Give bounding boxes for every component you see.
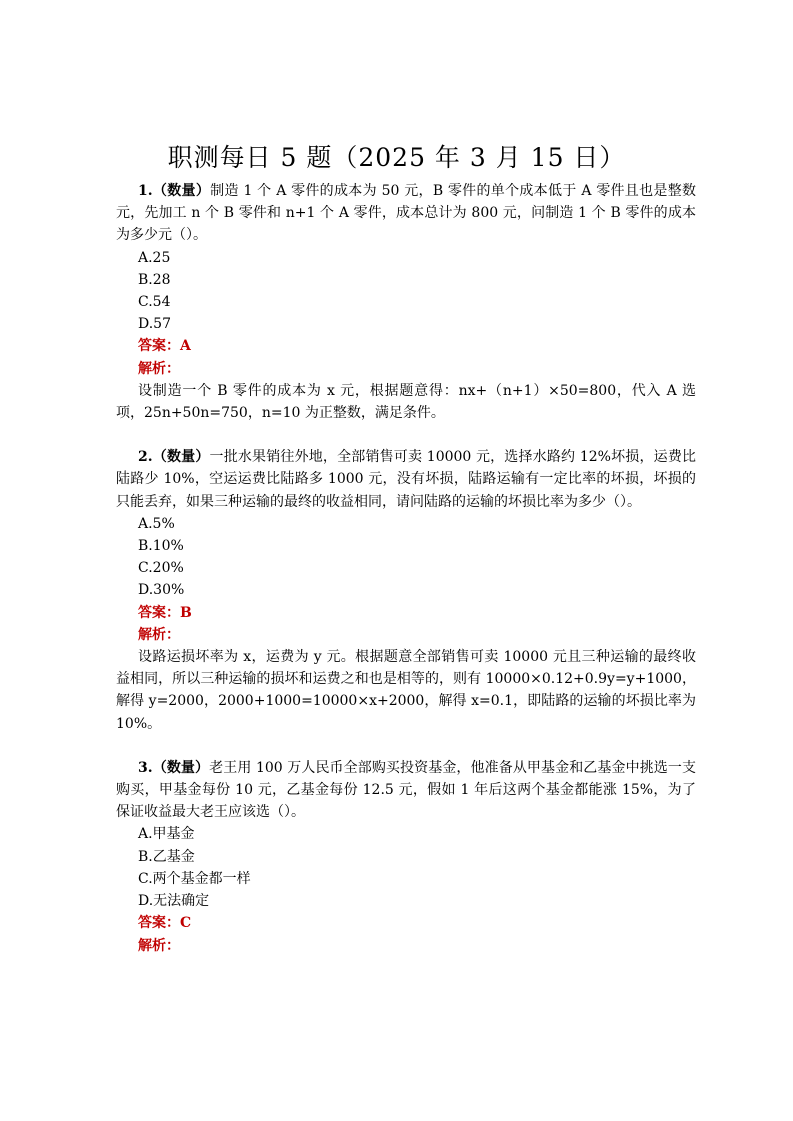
option-d: D.57: [138, 316, 171, 333]
question-stem: 2.（数量）一批水果销往外地，全部销售可卖 10000 元，选择水路约 12%坏损，运费比陆路少 10%，空运运费比陆路多 1000 元，没有坏损，陆路运输有一定比率的坏损，坏损的只能丢弃，如果三种运输的最终的收益相同，请问陆路的运输的坏损比率为多少（）。: [116, 449, 696, 510]
answer: 答案：B: [138, 604, 192, 621]
analysis-label: 解析：: [138, 626, 180, 643]
option-c: C.两个基金都一样: [138, 870, 251, 887]
answer: 答案：A: [138, 338, 191, 355]
question-2: [116, 446, 696, 735]
question-number: 1.（数量）: [138, 183, 211, 199]
analysis-label: 解析：: [138, 360, 180, 377]
option-c: C.54: [138, 294, 171, 311]
page-title: 职测每日 5 题（2025 年 3 月 15 日）: [167, 143, 626, 172]
question-stem: 3.（数量）老王用 100 万人民币全部购买投资基金，他准备从甲基金和乙基金中挑选一支购买，甲基金每份 10 元，乙基金每份 12.5 元，假如 1 年后这两个基金都能涨 15%，为了保证收益最大老王应该选（）。: [116, 759, 697, 821]
question-stem: 1.（数量）制造 1 个 A 零件的成本为 50 元，B 零件的单个成本低于 A 零件且也是整数元，先加工 n 个 B 零件和 n+1 个 A 零件，成本总计为 800 元，问制造 1 个 B 零件的成本为多少元（）。: [116, 183, 697, 244]
option-d: D.无法确定: [138, 893, 210, 910]
option-d: D.30%: [138, 582, 185, 599]
option-b: B.28: [138, 271, 171, 288]
question-3: [116, 757, 696, 957]
question-list: [116, 180, 696, 957]
option-b: B.乙基金: [138, 848, 195, 865]
option-b: B.10%: [138, 538, 184, 555]
question-number: 2.（数量）: [138, 449, 210, 466]
option-a: A.25: [138, 249, 171, 266]
analysis-label: 解析：: [138, 937, 180, 954]
question-1: [116, 180, 696, 424]
answer: 答案：C: [138, 915, 192, 932]
option-c: C.20%: [138, 560, 184, 577]
option-a: A.5%: [138, 515, 175, 532]
analysis-text: 设路运损坏率为 x，运费为 y 元。根据题意全部销售可卖 10000 元且三种运输的最终收益相同，所以三种运输的损坏和运费之和也是相等的，则有 10000×0.12+0.9y=y+1000，解得 y=2000，2000+1000=10000×x+2000，解得 x=0.1，即陆路的运输的坏损比率为 10%。: [116, 649, 696, 732]
analysis-text: 设制造一个 B 零件的成本为 x 元，根据题意得：nx+（n+1）×50=800，代入 A 选项，25n+50n=750，n=10 为正整数，满足条件。: [116, 382, 696, 422]
option-a: A.甲基金: [138, 826, 195, 843]
question-number: 3.（数量）: [138, 759, 210, 776]
